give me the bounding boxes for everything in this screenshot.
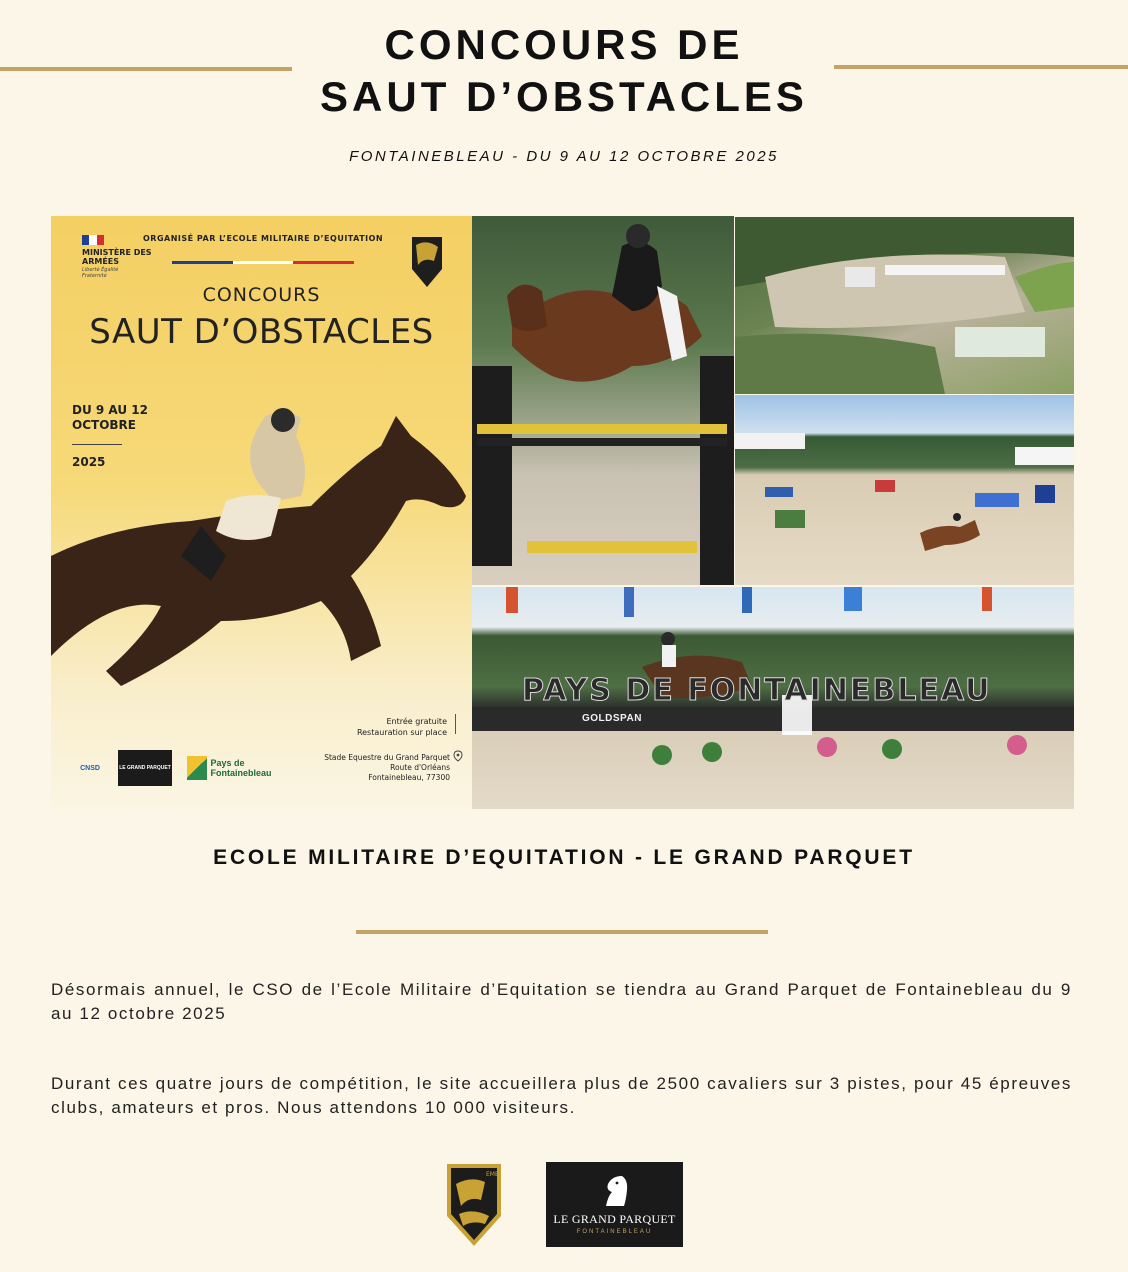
jumping-horse-illustration	[51, 406, 472, 706]
eme-crest-icon	[410, 235, 444, 287]
pays-de-fontainebleau-logo	[187, 750, 297, 786]
details-paragraph: Durant ces quatre jours de compétition, le site accueillera plus de 2500 cavaliers sur 3 pistes, pour 45 épreuves clubs, amateurs et pros. Nous attendons 10 000 visiteurs.	[51, 1074, 1072, 1117]
poster-dates: DU 9 AU 12 OCTOBRE	[72, 403, 148, 432]
cnsd-logo	[70, 750, 110, 786]
photo-arena-banner	[472, 587, 1074, 809]
chess-knight-icon	[600, 1174, 630, 1208]
sponsor-banner-label: GOLDSPAN	[582, 713, 642, 724]
pays-logo-text: Pays de Fontainebleau	[210, 758, 272, 778]
rider-jumping-image	[472, 216, 734, 585]
poster-venue	[310, 753, 450, 783]
ministry-label: MINISTÈRE DES ARMÉES	[82, 248, 152, 266]
intro-paragraph: Désormais annuel, le CSO de l’Ecole Militaire d’Equitation se tiendra au Grand Parquet de Fontainebleau du 9 au 12 octobre 2025	[51, 980, 1072, 1023]
photo-arena-course	[735, 395, 1074, 585]
grand-parquet-small-logo	[118, 750, 172, 786]
event-poster	[51, 216, 472, 809]
organiser-caption: ORGANISÉ PAR L’ECOLE MILITAIRE D’EQUITATION	[143, 234, 384, 243]
page-title-line1: CONCOURS DE	[384, 21, 744, 68]
tricolor-rule	[172, 261, 354, 264]
gold-divider-center	[356, 930, 768, 934]
location-pin-icon	[453, 750, 463, 762]
entry-catering: Restauration sur place	[356, 728, 447, 737]
poster-saut: SAUT D’OBSTACLES	[89, 312, 434, 352]
entry-free: Entrée gratuite	[386, 717, 447, 726]
grand-parquet-name: LE GRAND PARQUET	[553, 1212, 676, 1226]
aerial-venue-image	[735, 217, 1074, 394]
banner-pays-de-fontainebleau: PAYS DE FONTAINEBLEAU	[522, 673, 992, 708]
pays-logo-mark-icon	[187, 756, 207, 780]
venue-road: Route d'Orléans	[390, 763, 450, 772]
cnsd-logo-text: CNSD	[80, 764, 100, 772]
grand-parquet-city: FONTAINEBLEAU	[576, 1229, 653, 1235]
poster-year: 2025	[72, 455, 106, 469]
photo-rider-jumping	[472, 216, 734, 585]
event-subtitle: FONTAINEBLEAU - DU 9 AU 12 OCTOBRE 2025	[349, 148, 779, 165]
page-title-line2: SAUT D’OBSTACLES	[320, 73, 808, 120]
grand-parquet-small-logo-text: LE GRAND PARQUET	[119, 765, 171, 771]
poster-entry-info	[357, 716, 447, 738]
arena-course-image	[735, 395, 1074, 585]
venue-city: Fontainebleau, 77300	[368, 773, 450, 782]
republic-motto: Liberté Égalité Fraternité	[82, 267, 119, 279]
french-flag-icon	[82, 235, 104, 245]
eme-shield-logo	[445, 1162, 503, 1247]
organisers-line: ECOLE MILITAIRE D’EQUITATION - LE GRAND PARQUET	[213, 846, 915, 869]
entry-divider	[455, 714, 456, 734]
photo-aerial-venue	[735, 217, 1074, 394]
eme-letters: EME	[486, 1171, 499, 1178]
grand-parquet-logo	[546, 1162, 683, 1247]
venue-name: Stade Equestre du Grand Parquet	[324, 753, 450, 762]
poster-concours: CONCOURS	[202, 284, 321, 306]
